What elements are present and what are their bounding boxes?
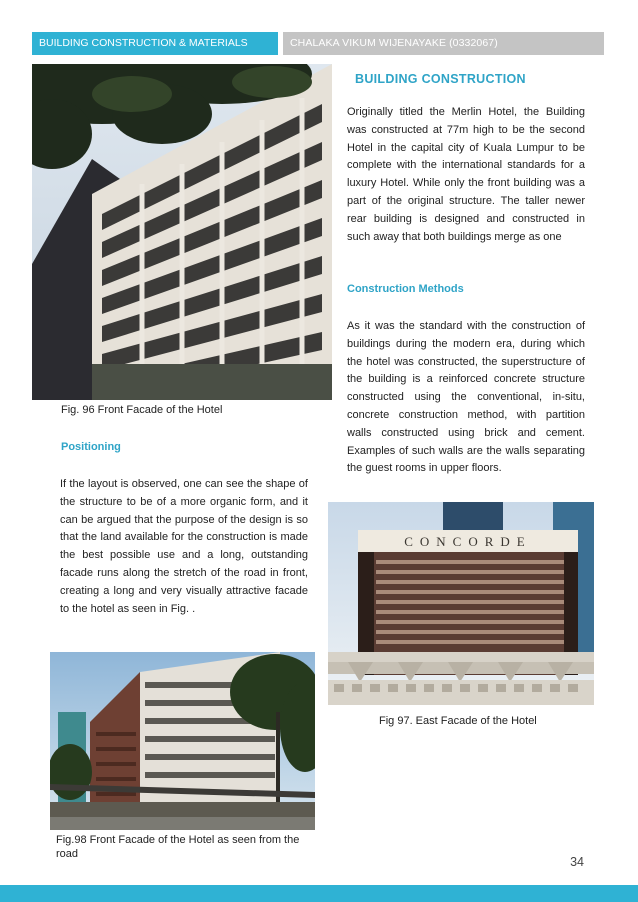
- footer-bar: [0, 885, 638, 902]
- header-author: CHALAKA VIKUM WIJENAYAKE (0332067): [283, 32, 604, 55]
- intro-paragraph: Originally titled the Merlin Hotel, the Building was constructed at 77m high to be the second Hotel in the capital city of Kuala Lumpur to be complete with the international standards for a luxury Hotel. While only the front building was a part of the original structure. The taller newer rear building is designed and constructed in such away that both buildings merge as one: [347, 106, 585, 243]
- fig96-caption: Fig. 96 Front Facade of the Hotel: [61, 404, 223, 416]
- concorde-sign: CONCORDE: [404, 534, 532, 549]
- fig96-front-facade-photo: [32, 64, 332, 400]
- section-title: BUILDING CONSTRUCTION: [355, 72, 526, 86]
- fig98-caption: Fig.98 Front Facade of the Hotel as seen from the road: [56, 834, 300, 860]
- fig98-front-facade-road-photo: [50, 652, 315, 830]
- construction-methods-heading: Construction Methods: [347, 283, 464, 295]
- positioning-heading: Positioning: [61, 441, 121, 453]
- header-course-title: BUILDING CONSTRUCTION & MATERIALS: [32, 32, 278, 55]
- fig97-caption: Fig 97. East Facade of the Hotel: [379, 715, 537, 727]
- fig97-east-facade-photo: [328, 502, 594, 705]
- construction-methods-paragraph: As it was the standard with the construction of buildings during the modern era, during which the hotel was constructed, the superstructure of the building is a reinforced concrete structure constructed using the conventional, in-situ, concrete construction method, with partition walls constructed using brick and cement. Examples of such walls are the walls separating the guest rooms in upper floors.: [347, 320, 585, 475]
- positioning-paragraph: If the layout is observed, one can see the shape of the structure to be of a more organic form, and it can be argued that the purpose of the design is so that the land available for the construction is made the best possible use and a long, outstanding facade runs along the stretch of the road in front, creating a long and very visually attractive facade to the hotel as seen in Fig. .: [60, 478, 308, 615]
- page-number: 34: [570, 855, 584, 869]
